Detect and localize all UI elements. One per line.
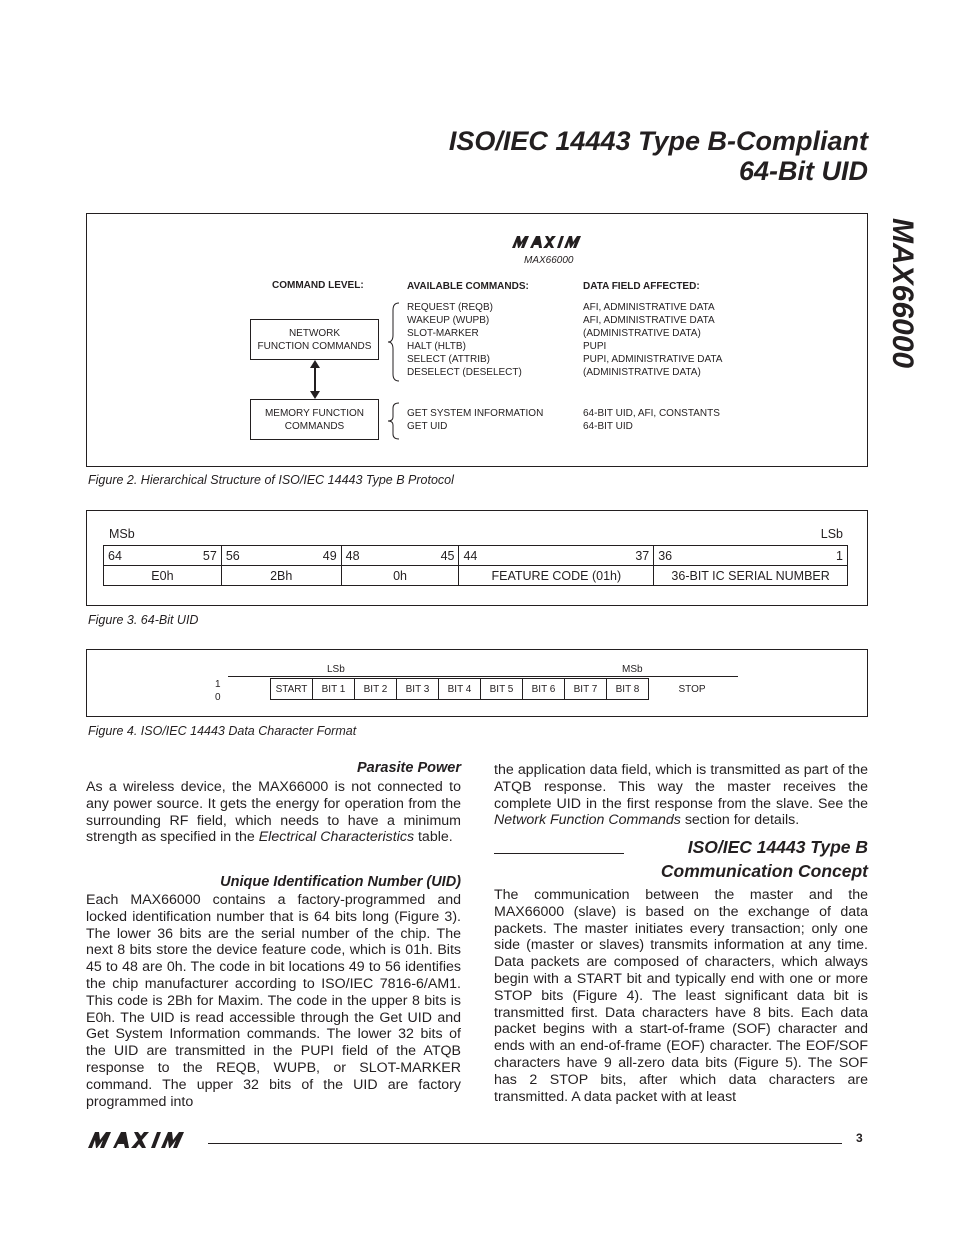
figure-3-box [86, 510, 868, 606]
uid-table [103, 545, 848, 586]
range-hi: 36 [658, 548, 673, 563]
network-box-line-1: NETWORK [288, 327, 341, 339]
data-bit-cell: BIT 8 [607, 678, 649, 700]
data-bit-cell: BIT 3 [397, 678, 439, 700]
maxim-logo [512, 235, 590, 249]
parasite-text-part: As a wireless device, the MAX66000 is not connected to any power source. It gets the energy for operation from the surrounding RF field, which needs to have a minimum strength as specified in the [86, 779, 461, 846]
lsb-marker: LSb [327, 664, 345, 675]
title-line-2: 64-Bit UID [738, 156, 868, 186]
data-field-item: (ADMINISTRATIVE DATA) [583, 367, 701, 378]
footer-rule [208, 1143, 842, 1144]
network-function-box [250, 319, 379, 360]
data-bit-cell: BIT 2 [355, 678, 397, 700]
parasite-power-heading: Parasite Power [357, 760, 461, 776]
network-box-line-2: FUNCTION COMMANDS [257, 340, 372, 352]
figure-4-box [86, 649, 868, 717]
lsb-label: LSb [820, 527, 843, 541]
msb-label: MSb [109, 527, 135, 541]
title-line-1: ISO/IEC 14443 Type B-Compliant [448, 126, 868, 156]
command-item: HALT (HLTB) [407, 341, 466, 352]
page-number: 3 [856, 1131, 863, 1145]
brace-memory-icon [387, 402, 401, 440]
bit-range-cell [459, 546, 654, 566]
right-text-part: section for details. [680, 812, 800, 829]
data-bit-cell: BIT 4 [439, 678, 481, 700]
level-low-label: 0 [215, 692, 221, 703]
brace-network-icon [387, 302, 401, 382]
memory-data-list [583, 407, 720, 433]
col-command-level: COMMAND LEVEL: [272, 280, 364, 291]
data-field-item: PUPI [583, 341, 607, 352]
communication-heading [494, 835, 868, 883]
msb-marker: MSb [622, 664, 643, 675]
figure-3-caption: Figure 3. 64-Bit UID [88, 613, 199, 627]
uid-field-row [104, 566, 848, 586]
col-available-commands: AVAILABLE COMMANDS: [407, 281, 529, 292]
data-bit-cell: BIT 7 [565, 678, 607, 700]
range-lo: 57 [202, 548, 217, 563]
uid-heading: Unique Identification Number (UID) [220, 874, 461, 890]
bit-range-cell [221, 546, 341, 566]
uid-bit-range-row [104, 546, 848, 566]
uid-field-cell: FEATURE CODE (01h) [459, 566, 654, 586]
signal-high-line [228, 676, 738, 677]
logic-levels [215, 678, 221, 704]
command-item: GET SYSTEM INFORMATION [407, 408, 544, 419]
range-hi: 44 [463, 548, 478, 563]
command-item: DESELECT (DESELECT) [407, 367, 522, 378]
data-field-item: (ADMINISTRATIVE DATA) [583, 328, 701, 339]
data-field-item: AFI, ADMINISTRATIVE DATA [583, 315, 715, 326]
parasite-text-emphasis: Electrical Characteristics [258, 829, 415, 846]
uid-field-cell: 2Bh [221, 566, 341, 586]
figure-4-caption: Figure 4. ISO/IEC 14443 Data Character Format [88, 724, 357, 738]
maxim-footer-logo [88, 1131, 200, 1149]
range-lo: 49 [322, 548, 337, 563]
range-hi: 48 [345, 548, 360, 563]
uid-field-cell: E0h [104, 566, 222, 586]
figure-2-part: MAX66000 [524, 255, 574, 266]
right-intro-text [494, 762, 868, 829]
data-bit-cell: BIT 6 [523, 678, 565, 700]
range-lo: 1 [836, 548, 843, 563]
data-bit-cell: BIT 5 [481, 678, 523, 700]
figure-2-box [86, 213, 868, 467]
network-commands-list [407, 301, 522, 379]
right-text-emphasis: Network Function Commands [494, 812, 681, 829]
bit-range-cell [341, 546, 459, 566]
memory-commands-list [407, 407, 543, 433]
figure-2-caption: Figure 2. Hierarchical Structure of ISO/IEC 14443 Type B Protocol [88, 473, 454, 487]
data-bit-cell: BIT 1 [313, 678, 355, 700]
data-field-item: PUPI, ADMINISTRATIVE DATA [583, 354, 723, 365]
col-data-field: DATA FIELD AFFECTED: [583, 281, 700, 292]
communication-heading-line-1: ISO/IEC 14443 Type B [687, 837, 868, 857]
range-hi: 56 [225, 548, 240, 563]
communication-heading-line-2: Communication Concept [660, 861, 868, 881]
memory-function-box [250, 399, 379, 440]
communication-text: The communication between the master and the MAX66000 (slave) is based on the exchange of data packets. The master initiates every transaction; only one side (master or slaves) transmits information at any time. Data packets are composed of characters, which always begin with a START bit and typically end with one or more STOP bits (Figure 4). The least significant data bit is transmitted first. Data characters have 8 bits. Each data packet begins with a start-of-frame (SOF) character and ends with an end-of-frame (EOF) character. The EOF/SOF characters have 9 all-zero data bits (Figure 5). The SOF has 2 STOP bits, after which data characters are transmitted. A data packet with at least [494, 887, 868, 1105]
parasite-text-part: table. [414, 829, 453, 846]
memory-box-line-1: MEMORY FUNCTION [264, 407, 365, 419]
side-part-number-text: MAX66000 [886, 218, 919, 369]
stop-bit-cell: STOP [678, 683, 706, 695]
double-arrow-icon [307, 360, 323, 399]
range-lo: 45 [440, 548, 455, 563]
range-hi: 64 [108, 548, 122, 563]
uid-field-cell: 0h [341, 566, 459, 586]
bit-range-cell [654, 546, 848, 566]
network-data-list [583, 301, 722, 379]
data-field-item: 64-BIT UID [583, 421, 633, 432]
command-item: WAKEUP (WUPB) [407, 315, 490, 326]
side-part-number [881, 218, 921, 418]
page-title [449, 126, 868, 186]
character-cells [270, 678, 735, 700]
bit-range-cell [104, 546, 222, 566]
level-high-label: 1 [215, 679, 221, 690]
data-field-item: AFI, ADMINISTRATIVE DATA [583, 302, 715, 313]
start-bit-cell: START [271, 678, 313, 700]
command-item: SELECT (ATTRIB) [407, 354, 490, 365]
range-lo: 37 [635, 548, 650, 563]
command-item: REQUEST (REQB) [407, 302, 493, 313]
command-item: SLOT-MARKER [407, 328, 479, 339]
memory-box-line-2: COMMANDS [284, 420, 345, 432]
right-text-part: the application data field, which is transmitted as part of the ATQB response. This way the master receives the complete UID in the first response from the slave. See the [494, 762, 868, 812]
uid-text: Each MAX66000 contains a factory-programmed and locked identification number that is 64 bits long (Figure 3). The lower 36 bits are the serial number of the chip. The next 8 bits store the device feature code, which is 01h. Bits 45 to 48 are 0h. The code in bit locations 49 to 56 identifies the chip manufacturer according to ISO/IEC 7816-6/AM1. This code is 2Bh for Maxim. The code in the upper 8 bits is E0h. The UID is read accessible through the Get UID and Get System Information commands. The lower 32 bits of the UID are transmitted in the PUPI field of the ATQB response to the REQB, WUPB, or SLOT-MARKER command. The upper 32 bits of the UID are factory programmed into [86, 892, 461, 1110]
uid-field-cell: 36-BIT IC SERIAL NUMBER [654, 566, 848, 586]
command-item: GET UID [407, 421, 448, 432]
parasite-power-text [86, 779, 461, 846]
data-field-item: 64-BIT UID, AFI, CONSTANTS [583, 408, 720, 419]
